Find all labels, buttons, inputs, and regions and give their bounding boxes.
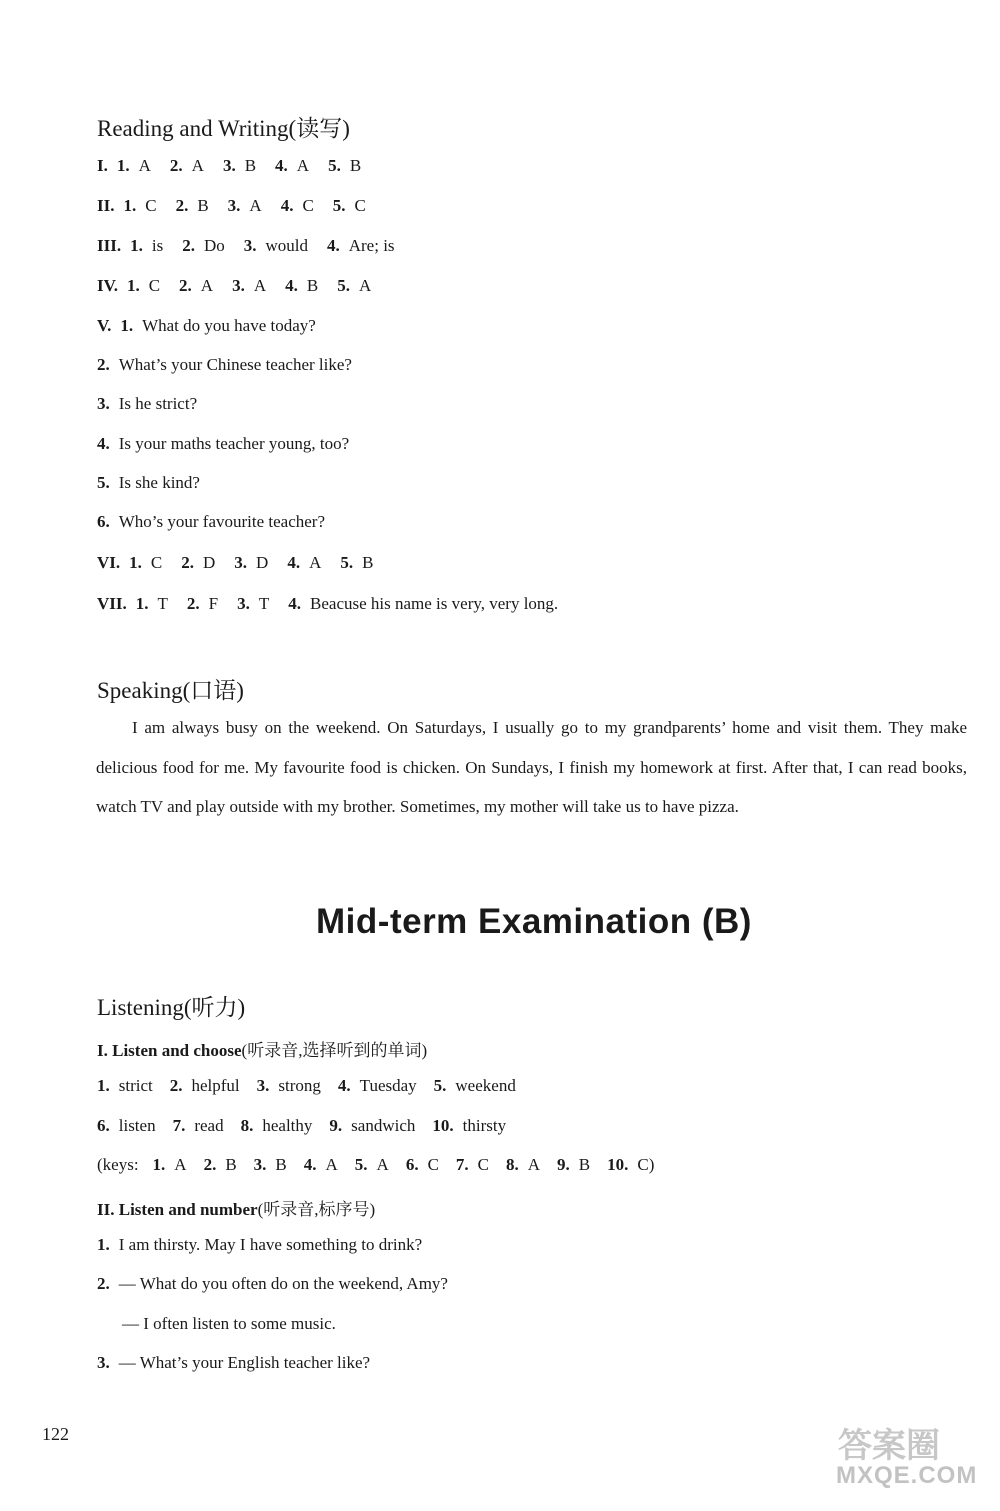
item-answer: C	[145, 196, 157, 215]
item-number: 5.	[328, 156, 341, 175]
item-answer: would	[265, 236, 308, 255]
item-number: 2.	[181, 553, 194, 572]
item-number: 10.	[607, 1155, 629, 1174]
item-answer: A	[191, 156, 204, 175]
item-answer: B	[225, 1155, 237, 1174]
item-number: III.	[97, 236, 122, 255]
item-answer: C	[150, 553, 163, 572]
part-label: II.	[97, 1200, 115, 1219]
item-answer: C)	[637, 1155, 655, 1174]
item-number: 1.	[97, 1076, 110, 1095]
item-answer: A	[138, 156, 151, 175]
watermark-top-text: 答案圈	[838, 1426, 940, 1466]
item-number: 5.	[337, 276, 350, 295]
item-number: 3.	[253, 1155, 267, 1174]
item-number: 4.	[285, 276, 298, 295]
item-answer: Is your maths teacher young, too?	[118, 434, 350, 453]
item-number: 4.	[337, 1076, 351, 1095]
item-answer: Who’s your favourite teacher?	[118, 512, 326, 531]
item-answer: What’s your Chinese teacher like?	[118, 355, 352, 374]
item-number: 5.	[340, 553, 354, 572]
answer-line	[97, 196, 385, 216]
item-number: 1.	[123, 196, 137, 215]
item-number: 4.	[280, 196, 294, 215]
answer-line	[97, 434, 368, 454]
exam-title: Mid-term Examination (B)	[316, 902, 752, 941]
item-number: 3.	[237, 594, 250, 613]
item-answer: B	[275, 1155, 287, 1174]
item-answer: B	[306, 276, 319, 295]
item-answer: helpful	[191, 1076, 240, 1095]
item-number: 4.	[303, 1155, 317, 1174]
answer-line	[97, 355, 371, 375]
item-answer: Do	[203, 236, 225, 255]
item-number: I.	[97, 156, 108, 175]
answer-line	[97, 276, 390, 296]
item-number: 5.	[354, 1155, 368, 1174]
speaking-paragraph: I am always busy on the weekend. On Saturdays, I usually go to my grandparents’ home and visit them. They make delicious food for me. My favourite food is chicken. On Sundays, I finish my homework at first. After that, I can read books, watch TV and play outside with my brother. Sometimes, my mother will take us to have pizza.	[96, 718, 967, 817]
words-line-2	[97, 1116, 523, 1136]
item-answer: thirsty	[462, 1116, 507, 1135]
item-number: VI.	[97, 553, 121, 572]
item-answer: T	[157, 594, 168, 613]
item-number: 5.	[433, 1076, 447, 1095]
part-note: (听录音,标序号)	[257, 1200, 376, 1219]
answer-line	[97, 156, 380, 176]
item-answer: A	[376, 1155, 389, 1174]
item-answer: C	[302, 196, 314, 215]
page-number: 122	[42, 1424, 69, 1444]
item-number: 3.	[97, 394, 110, 413]
item-number: 3.	[222, 156, 236, 175]
item-answer: A	[174, 1155, 187, 1174]
item-answer: What do you have today?	[142, 316, 316, 335]
item-answer: strict	[118, 1076, 153, 1095]
item-number: 6.	[405, 1155, 419, 1174]
item-answer: B	[362, 553, 374, 572]
dialog-line	[97, 1353, 370, 1373]
item-answer: listen	[118, 1116, 156, 1135]
item-answer: Tuesday	[359, 1076, 417, 1095]
item-number: 4.	[288, 594, 302, 613]
item-number: II.	[97, 196, 115, 215]
section-heading-listening: Listening(听力)	[97, 995, 246, 1020]
item-answer: T	[258, 594, 270, 613]
item-answer: healthy	[262, 1116, 313, 1135]
item-answer: A	[309, 553, 322, 572]
listening-part2-heading	[97, 1195, 375, 1220]
item-number: 3.	[97, 1353, 110, 1372]
listening-part1-heading	[97, 1036, 427, 1061]
item-number: 2.	[186, 594, 200, 613]
item-number: 2.	[97, 1274, 110, 1293]
item-answer: A	[358, 276, 372, 295]
item-answer: D	[256, 553, 269, 572]
item-number: 9.	[329, 1116, 343, 1135]
item-answer: D	[203, 553, 216, 572]
item-answer: Is she kind?	[118, 473, 200, 492]
item-number: 1.	[97, 1235, 110, 1254]
watermark-bottom-text: MXQE.COM	[836, 1462, 978, 1489]
item-answer: Beacuse his name is very, very long.	[310, 594, 559, 613]
item-number: 6.	[97, 512, 110, 531]
watermark-logo	[832, 1418, 982, 1490]
item-answer: read	[194, 1116, 224, 1135]
answer-line	[97, 316, 335, 336]
answer-line	[97, 512, 344, 532]
item-answer: A	[325, 1155, 338, 1174]
item-number: 2.	[169, 156, 183, 175]
dialog-text: — I often listen to some music.	[122, 1314, 336, 1333]
item-number: 1.	[116, 156, 130, 175]
item-number: IV.	[97, 276, 118, 295]
answer-line	[97, 236, 414, 256]
item-number: 1.	[130, 236, 143, 255]
item-number: 4.	[287, 553, 301, 572]
answer-line	[97, 394, 216, 414]
item-number: 3.	[243, 236, 257, 255]
part-note: (听录音,选择听到的单词)	[241, 1041, 428, 1060]
item-number: 2.	[179, 276, 192, 295]
part-title: Listen and choose	[112, 1041, 242, 1060]
dialog-line	[97, 1235, 422, 1255]
item-answer: C	[354, 196, 366, 215]
item-number: 2.	[169, 1076, 183, 1095]
item-number: 3.	[227, 196, 241, 215]
item-number: 1.	[152, 1155, 166, 1174]
item-answer: weekend	[455, 1076, 516, 1095]
item-number: 4.	[326, 236, 340, 255]
item-number: 7.	[455, 1155, 469, 1174]
keys-line	[97, 1155, 671, 1175]
item-number: 10.	[432, 1116, 454, 1135]
item-answer: C	[148, 276, 161, 295]
item-number: 4.	[275, 156, 288, 175]
item-number: 5.	[332, 196, 346, 215]
item-answer: Are; is	[348, 236, 395, 255]
item-number: 3.	[256, 1076, 270, 1095]
item-number: 2.	[175, 196, 189, 215]
part-label: I.	[97, 1041, 108, 1060]
dialog-text: — What do you often do on the weekend, Amy?	[118, 1274, 448, 1293]
item-answer: A	[253, 276, 267, 295]
keys-prefix: (keys:	[97, 1155, 139, 1174]
part-title: Listen and number	[118, 1200, 258, 1219]
item-number: 8.	[240, 1116, 254, 1135]
item-answer: A	[200, 276, 214, 295]
item-number: 7.	[172, 1116, 186, 1135]
item-number: 6.	[97, 1116, 110, 1135]
item-number: VII.	[97, 594, 127, 613]
item-number: 9.	[557, 1155, 570, 1174]
words-line-1	[97, 1076, 533, 1096]
item-answer: Is he strict?	[118, 394, 198, 413]
item-answer: B	[244, 156, 257, 175]
item-number: 2.	[97, 355, 110, 374]
item-number: 8.	[506, 1155, 519, 1174]
item-number: V.	[97, 316, 112, 335]
section-heading-speaking: Speaking(口语)	[97, 678, 244, 703]
item-answer: strong	[278, 1076, 321, 1095]
item-number: 1.	[120, 316, 134, 335]
section-heading-reading-writing: Reading and Writing(读写)	[97, 116, 350, 141]
item-number: 2.	[182, 236, 195, 255]
answer-line	[97, 594, 577, 614]
answer-line	[97, 473, 219, 493]
answer-line	[97, 553, 392, 573]
item-answer: B	[578, 1155, 591, 1174]
item-answer: B	[197, 196, 209, 215]
item-answer: sandwich	[351, 1116, 416, 1135]
item-answer: F	[208, 594, 219, 613]
item-number: 1.	[135, 594, 149, 613]
item-answer: C	[427, 1155, 439, 1174]
item-answer: B	[349, 156, 362, 175]
dialog-line	[122, 1314, 336, 1334]
item-number: 4.	[97, 434, 110, 453]
dialog-line	[97, 1274, 448, 1294]
item-number: 1.	[129, 553, 142, 572]
item-number: 1.	[126, 276, 140, 295]
item-answer: A	[296, 156, 310, 175]
item-answer: A	[527, 1155, 541, 1174]
item-number: 5.	[97, 473, 110, 492]
dialog-text: I am thirsty. May I have something to drink?	[118, 1235, 423, 1254]
item-number: 3.	[232, 276, 245, 295]
item-answer: C	[477, 1155, 490, 1174]
item-answer: is	[151, 236, 164, 255]
item-number: 2.	[203, 1155, 217, 1174]
item-answer: A	[249, 196, 262, 215]
dialog-text: — What’s your English teacher like?	[118, 1353, 371, 1372]
item-number: 3.	[234, 553, 248, 572]
